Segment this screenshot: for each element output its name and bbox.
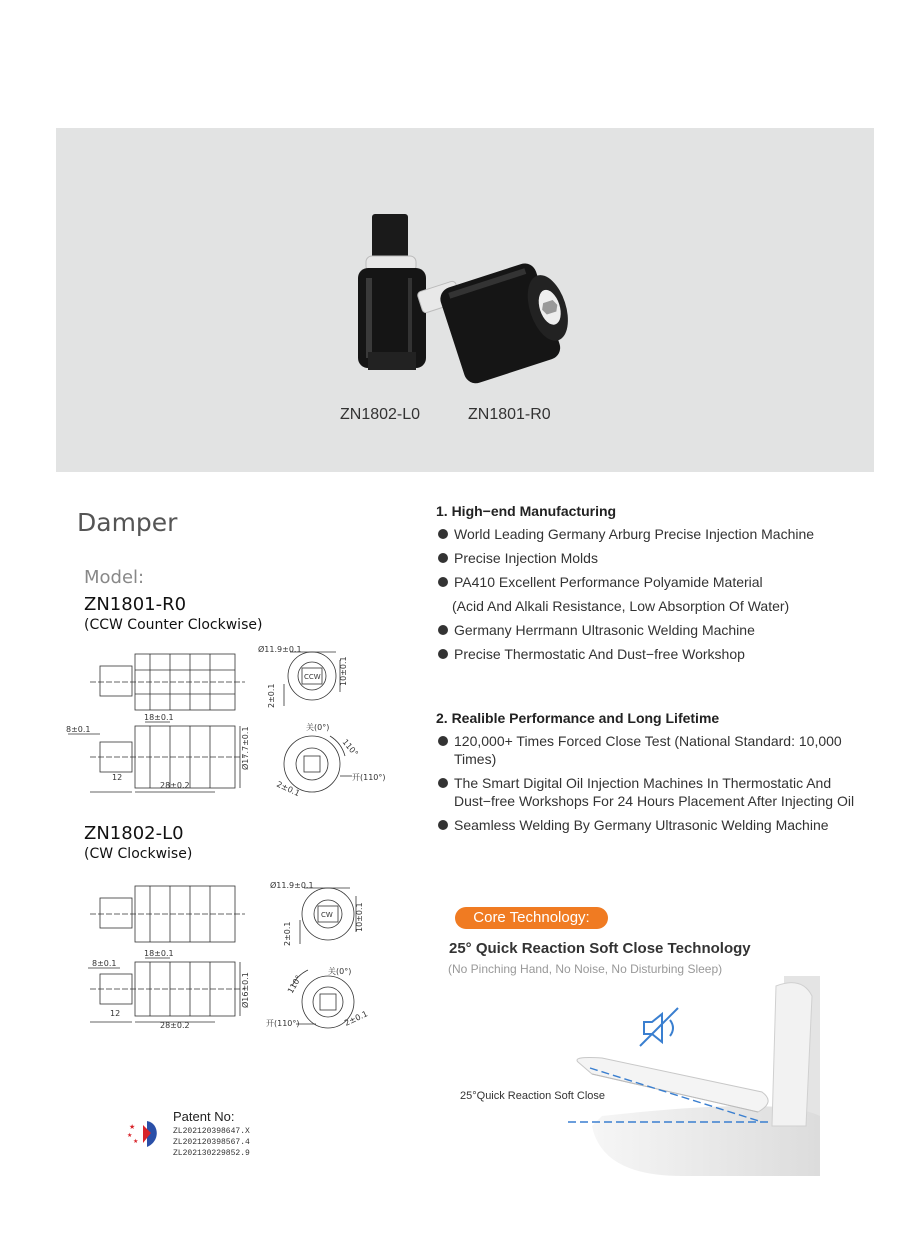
list-item: Precise Thermostatic And Dust−free Workshop [436, 645, 856, 663]
mute-icon [640, 1008, 678, 1046]
dim-left-2: 8±0.1 [92, 959, 117, 968]
dim-v-small-2: 2±0.1 [283, 921, 292, 946]
feature-list [436, 732, 856, 834]
dim-h-small-2: 10±0.1 [355, 902, 364, 932]
core-technology-badge: Core Technology: [455, 907, 608, 929]
dim-open: 开(110°) [352, 773, 386, 782]
feature-list [436, 525, 856, 663]
dim-len-b: 12 [112, 773, 123, 782]
model-name-r0: ZN1801-R0 [84, 594, 187, 615]
dim-len-a-2: 18±0.1 [144, 949, 174, 958]
dim-len-b-2: 12 [110, 1009, 121, 1018]
patent-number: ZL202130229852.9 [173, 1149, 250, 1158]
model-direction-l0: (CW Clockwise) [84, 846, 193, 862]
patent-number: ZL202120398567.4 [173, 1138, 250, 1147]
soft-close-caption: 25°Quick Reaction Soft Close [460, 1090, 606, 1102]
dim-d-body: Ø17.7±0.1 [241, 726, 250, 770]
list-item: World Leading Germany Arburg Precise Injection Machine [436, 525, 856, 543]
list-item: 120,000+ Times Forced Close Test (National Standard: 10,000 Times) [436, 732, 856, 768]
page-title: Damper [77, 508, 178, 537]
bullet-icon [438, 820, 448, 830]
technical-drawing-l0 [60, 876, 390, 1046]
bullet-icon [438, 649, 448, 659]
list-item: Precise Injection Molds [436, 549, 856, 567]
hero-banner [56, 128, 874, 472]
svg-text:★: ★ [129, 1123, 136, 1131]
bullet-icon [438, 625, 448, 635]
dim-len-total-2: 28±0.2 [160, 1021, 190, 1030]
dim-open-2: 开(110°) [266, 1019, 300, 1028]
section-heading: 1. High−end Manufacturing [436, 503, 617, 519]
dim-angle-2: 110° [285, 973, 304, 995]
technical-drawing-r0 [60, 646, 390, 816]
dim-v-small: 2±0.1 [267, 683, 276, 708]
list-item: The Smart Digital Oil Injection Machines In Thermostatic And Dust−free Workshops For 24 Hours Placement After Injecting Oil [436, 774, 856, 810]
dim-d-body-2: Ø16±0.1 [241, 972, 250, 1008]
core-technology-subtitle: (No Pinching Hand, No Noise, No Disturbing Sleep) [448, 962, 723, 976]
dim-d-top: Ø11.9±0.1 [258, 646, 302, 654]
dim-mark: CCW [304, 673, 321, 681]
product-caption-right: ZN1801-R0 [468, 406, 551, 423]
core-technology-title: 25° Quick Reaction Soft Close Technology [449, 940, 751, 957]
dim-angle: 110° [340, 737, 360, 759]
svg-text:★: ★ [127, 1132, 133, 1139]
damper-product-photo [56, 128, 874, 472]
model-label: Model: [84, 567, 145, 588]
model-direction-r0: (CCW Counter Clockwise) [84, 617, 263, 633]
dim-mark-2: CW [321, 911, 333, 919]
dim-close: 关(0°) [306, 723, 330, 732]
list-item: Seamless Welding By Germany Ultrasonic Welding Machine [436, 816, 856, 834]
section-heading: 2. Realible Performance and Long Lifetime [436, 710, 720, 726]
bullet-icon [438, 529, 448, 539]
product-caption-left: ZN1802-L0 [340, 406, 421, 423]
dim-close-2: 关(0°) [328, 967, 352, 976]
list-item: PA410 Excellent Performance Polyamide Material [436, 573, 856, 591]
list-item-note: (Acid And Alkali Resistance, Low Absorption Of Water) [452, 598, 790, 614]
bullet-icon [438, 736, 448, 746]
patent-title: Patent No: [173, 1109, 235, 1124]
features-section-1 [436, 503, 856, 669]
bullet-icon [438, 577, 448, 587]
svg-text:★: ★ [133, 1138, 139, 1145]
dim-h-small: 10±0.1 [339, 656, 348, 686]
dim-d-top-2: Ø11.9±0.1 [270, 881, 314, 890]
dim-len-a: 18±0.1 [144, 713, 174, 722]
patent-number: ZL202120398647.X [173, 1127, 250, 1136]
dim-left: 8±0.1 [66, 725, 91, 734]
list-item: Germany Herrmann Ultrasonic Welding Machine [436, 621, 856, 639]
toilet-soft-close-illustration [562, 976, 820, 1176]
bullet-icon [438, 553, 448, 563]
dim-v-b-2: 2±0.1 [343, 1009, 370, 1028]
bullet-icon [438, 778, 448, 788]
patent-logo-icon [125, 1117, 165, 1149]
features-section-2 [436, 710, 856, 840]
model-name-l0: ZN1802-L0 [84, 823, 184, 844]
dim-v-b: 2±0.1 [275, 779, 302, 799]
dim-len-total: 28±0.2 [160, 781, 190, 790]
